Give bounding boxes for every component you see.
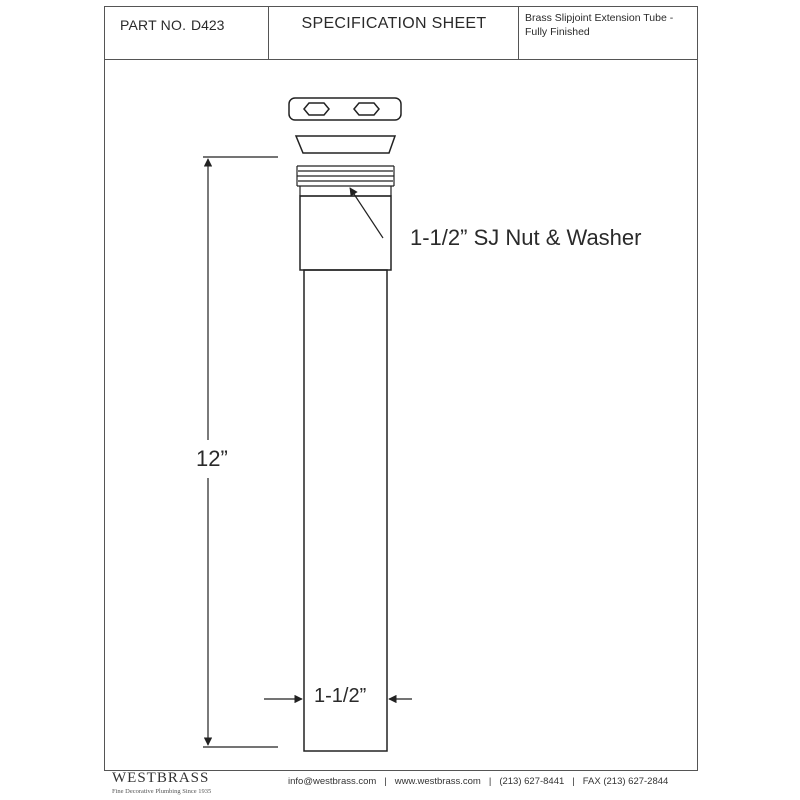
separator: |	[572, 776, 575, 787]
sheet-title: SPECIFICATION SHEET	[301, 15, 487, 32]
contact-phone: (213) 627-8441	[499, 776, 565, 787]
part-number-label: PART NO.	[120, 17, 187, 33]
washer	[296, 136, 395, 153]
description-line-2: Fully Finished	[525, 26, 590, 38]
tube-length-label: 12”	[196, 446, 228, 471]
extension-tube	[304, 270, 387, 751]
contact-email[interactable]: info@westbrass.com	[288, 776, 377, 787]
flange-plate	[289, 98, 401, 120]
separator: |	[384, 776, 387, 787]
brand-tagline: Fine Decorative Plumbing Since 1935	[112, 788, 212, 795]
brand-logo: WESTBRASS	[112, 770, 210, 786]
contact-info	[288, 776, 668, 787]
tube-diameter-label: 1-1/2”	[314, 685, 367, 707]
part-number-value: D423	[191, 17, 225, 33]
threaded-section	[297, 166, 394, 196]
tube-collar	[300, 196, 391, 270]
separator: |	[488, 776, 492, 787]
description-line-1: Brass Slipjoint Extension Tube -	[525, 12, 674, 24]
contact-fax: FAX (213) 627-2844	[582, 776, 669, 787]
contact-website[interactable]: www.westbrass.com	[394, 776, 481, 787]
nut-washer-callout: 1-1/2” SJ Nut & Washer	[410, 225, 642, 250]
